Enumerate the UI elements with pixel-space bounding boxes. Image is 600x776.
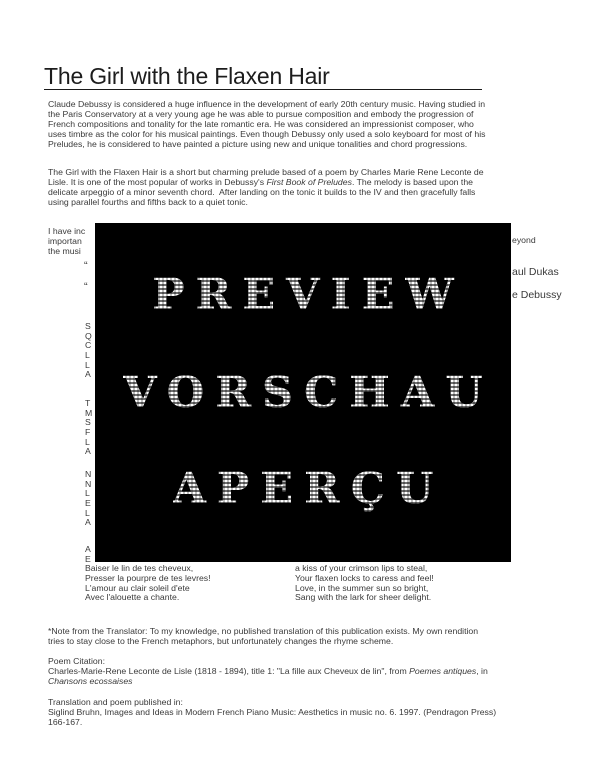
poem-line: S	[85, 417, 91, 428]
text-line: the musi	[48, 245, 81, 256]
text-segment: Lisle. It is one of the most popular of works in Debussy's	[48, 176, 267, 187]
publication-text	[48, 707, 556, 727]
poem-line: E	[85, 497, 91, 508]
text-line	[48, 187, 556, 197]
text-line: Claude Debussy is considered a huge influence in the development of early 20th century music. Having studied in	[48, 99, 486, 109]
text-line	[48, 167, 556, 177]
text-segment: , in	[476, 666, 488, 677]
text-segment: Charles-Marie-Rene Leconte de Lisle (1818 - 1894), title 1: "La fille aux Cheveux de lin", from	[48, 666, 410, 677]
poem-line: L	[85, 507, 90, 518]
text-line: Preludes, he is considered to have painted a picture using new and unique tonalities and chord progressions.	[48, 139, 468, 150]
text-line: tries to stay close to the French metaphors, but unfortunately changes the rhyme scheme.	[48, 636, 394, 647]
quote-attribution-dukas-fragment: aul Dukas	[512, 266, 559, 278]
text-line: uses timbre as the color for his musical paintings. Even though Debussy only used a solo keyboard for most of his	[48, 129, 486, 140]
preview-word-row-english	[95, 270, 511, 320]
text-segment: . The melody is based upon the	[351, 176, 473, 187]
poem-line: N	[85, 478, 92, 489]
preview-word-german: VORSCHAU	[123, 368, 494, 418]
poem-line: A	[85, 544, 91, 554]
quote-attribution-debussy-fragment: e Debussy	[512, 288, 562, 301]
italic-segment: Chansons ecossaises	[48, 676, 133, 687]
text-segment: using parallel fourths and fifths back to a quiet tonic.	[48, 196, 248, 207]
italic-segment: First Book of Preludes	[266, 176, 352, 187]
covered-paragraph-right-fragment: eyond	[512, 234, 536, 245]
intro-paragraph	[48, 99, 556, 149]
poem-line: L	[85, 436, 90, 447]
title-rule	[44, 89, 482, 91]
poem-line: N	[85, 469, 92, 479]
text-segment: delicate arpeggio of a minor seventh chord. After landing on the tonic it builds to the IV and then gracefully falls	[48, 186, 476, 197]
text-line	[48, 676, 556, 686]
text-line: Siglind Bruhn, Images and Ideas in Modern French Piano Music: Aesthetics in music no. 6. 1997. (Pendragon Press)	[48, 706, 497, 717]
text-line: 166-167.	[48, 716, 83, 727]
poem-line: Baiser le lin de tes cheveux,	[85, 563, 194, 574]
publication-heading: Translation and poem published in:	[48, 696, 183, 707]
text-line: the Paris Conservatory at a very young age he was able to pursue composition and embody the progression of	[48, 109, 474, 120]
poem-line: T	[85, 398, 91, 408]
poem-line: Your flaxen locks to caress and feel!	[295, 572, 434, 583]
quote-open-mark-1: “	[84, 259, 88, 272]
poem-line: A	[85, 369, 91, 380]
preview-word-english: PREVIEW	[152, 270, 465, 320]
text-segment: The Girl with the Flaxen Hair is a short but charming prelude based of a poem by Charles Marie Rene Leconte de	[48, 166, 484, 177]
page-title: The Girl with the Flaxen Hair	[44, 63, 330, 89]
poem-line: Love, in the summer sun so bright,	[295, 582, 429, 593]
text-line: importan	[48, 235, 82, 246]
italic-segment: Poemes antiques	[409, 666, 477, 677]
poem-line: L	[85, 359, 90, 370]
poem-citation-text	[48, 666, 556, 686]
poem-line: L	[85, 488, 90, 499]
preview-word-row-german	[95, 368, 511, 418]
poem-line: S	[85, 321, 91, 331]
preview-word-row-french	[95, 464, 511, 514]
poem-line: C	[85, 340, 92, 351]
quote-open-mark-2: “	[84, 280, 88, 293]
poem-line: F	[85, 426, 91, 437]
text-line	[48, 177, 556, 187]
poem-citation-heading: Poem Citation:	[48, 656, 105, 667]
poem-line: Q	[85, 330, 92, 341]
text-line	[48, 666, 556, 676]
preview-word-french: APERÇU	[172, 464, 445, 514]
poem-line: L'amour au clair soleil d'ete	[85, 582, 190, 593]
text-line: I have inc	[48, 225, 86, 236]
poem-line: A	[85, 446, 91, 457]
poem-line: Avec l'alouette a chante.	[85, 592, 180, 603]
poem-line: L	[85, 349, 90, 360]
poem-line: E	[85, 553, 91, 564]
poem-line: Presser la pourpre de tes levres!	[85, 572, 211, 583]
preview-watermark-overlay	[95, 223, 511, 562]
poem-line: M	[85, 407, 93, 418]
text-line: *Note from the Translator: To my knowledge, no published translation of this publication exists. My own rendition	[48, 626, 479, 636]
text-line	[48, 197, 556, 207]
poem-line: a kiss of your crimson lips to steal,	[295, 563, 428, 574]
prelude-paragraph	[48, 167, 556, 207]
translator-note	[48, 626, 556, 646]
text-line: French compositions and tonality for the late romantic era. He was considered an impressionist composer, who	[48, 119, 474, 130]
poem-line: Sang with the lark for sheer delight.	[295, 592, 432, 603]
poem-line: A	[85, 517, 91, 528]
